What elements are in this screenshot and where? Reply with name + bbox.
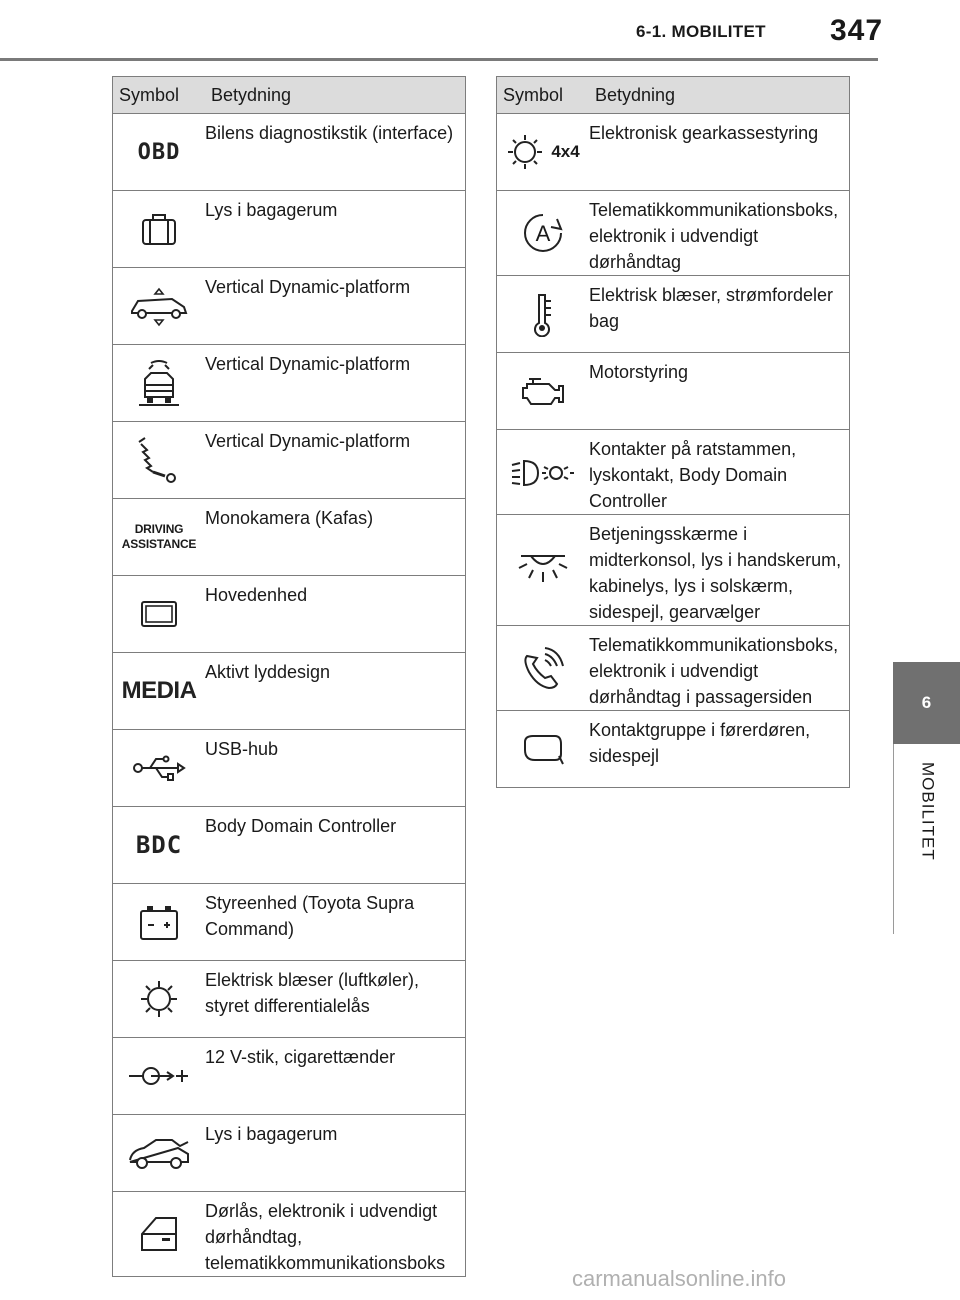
row-meaning: Betjeningsskærme i midterkonsol, lys i handskerum, kabinelys, lys i solskærm, sidespejl, gearvælger — [589, 515, 850, 626]
gear-4x4-label: 4x4 — [551, 142, 580, 161]
table-row — [497, 114, 850, 191]
table-row — [497, 626, 850, 711]
engine-icon — [519, 374, 567, 408]
driving-assistance-icon — [122, 522, 196, 552]
suitcase-icon — [139, 212, 179, 246]
row-meaning: Vertical Dynamic-platform — [205, 422, 466, 499]
table-row — [497, 430, 850, 515]
headlight-icon — [510, 457, 576, 487]
usb-icon — [132, 754, 186, 782]
battery-icon — [138, 902, 180, 942]
media-icon-text: MEDIA — [121, 677, 197, 704]
section-title: 6-1. MOBILITET — [636, 22, 766, 41]
row-meaning: Elektronisk gearkassestyring — [589, 114, 850, 191]
phone-signal-icon — [519, 644, 567, 692]
watermark: carmanualsonline.info — [572, 1266, 787, 1291]
thermometer-icon — [531, 291, 555, 337]
obd-icon — [113, 114, 206, 191]
row-meaning: 12 V-stik, cigarettænder — [205, 1038, 466, 1115]
column-header-symbol: Symbol — [497, 77, 590, 114]
interior-light-icon — [517, 552, 569, 588]
table-row — [497, 711, 850, 788]
table-row — [497, 353, 850, 430]
table-header-row — [497, 77, 850, 114]
table-row — [113, 499, 466, 576]
table-row — [113, 576, 466, 653]
fan-icon — [139, 979, 179, 1019]
row-meaning: Telematikkommunikationsboks, elektronik i udvendigt dørhåndtag i passagersiden — [589, 626, 850, 711]
car-shock-icon — [137, 357, 181, 409]
table-row — [113, 422, 466, 499]
table-row — [113, 1038, 466, 1115]
bdc-icon — [113, 807, 206, 884]
row-meaning: Body Domain Controller — [205, 807, 466, 884]
column-header-meaning: Betydning — [205, 77, 466, 114]
row-meaning: Aktivt lyddesign — [205, 653, 466, 730]
bdc-icon-text: BDC — [135, 831, 183, 859]
vehicle-height-icon — [128, 285, 190, 327]
column-header-meaning: Betydning — [589, 77, 850, 114]
row-meaning: Elektrisk blæser, strømfordeler bag — [589, 276, 850, 353]
table-row — [497, 515, 850, 626]
table-row — [113, 730, 466, 807]
row-meaning: Kontakter på ratstammen, lyskontakt, Body Domain Controller — [589, 430, 850, 515]
row-meaning: Lys i bagagerum — [205, 191, 466, 268]
table-row — [113, 653, 466, 730]
table-row — [113, 884, 466, 961]
gear-4x4-icon — [506, 133, 544, 171]
row-meaning: Vertical Dynamic-platform — [205, 268, 466, 345]
chapter-label-box — [893, 744, 960, 934]
driving-assistance-line1: DRIVING — [134, 522, 184, 536]
spring-icon — [135, 436, 183, 484]
circle-a-icon — [521, 211, 565, 255]
table-row — [113, 1115, 466, 1192]
row-meaning: Bilens diagnostikstik (interface) — [205, 114, 466, 191]
row-meaning: Lys i bagagerum — [205, 1115, 466, 1192]
row-meaning: Elektrisk blæser (luftkøler), styret differentialelås — [205, 961, 466, 1038]
car-trunk-icon — [126, 1134, 192, 1172]
row-meaning: USB-hub — [205, 730, 466, 807]
table-row — [497, 276, 850, 353]
table-row — [113, 1192, 466, 1277]
display-icon — [139, 599, 179, 629]
row-meaning: Dørlås, elektronik i udvendigt dørhåndtag, telematikkommunikationsboks — [205, 1192, 466, 1277]
header-divider — [0, 58, 878, 61]
symbol-table-right — [496, 76, 850, 788]
chapter-label: MOBILITET — [918, 762, 938, 861]
table-row — [113, 114, 466, 191]
row-meaning: Motorstyring — [589, 353, 850, 430]
row-meaning: Vertical Dynamic-platform — [205, 345, 466, 422]
table-row — [113, 345, 466, 422]
obd-icon-text: OBD — [137, 139, 181, 165]
table-header-row — [113, 77, 466, 114]
symbol-table-left — [112, 76, 466, 1277]
row-meaning: Hovedenhed — [205, 576, 466, 653]
table-row — [113, 961, 466, 1038]
table-row — [113, 268, 466, 345]
row-meaning: Monokamera (Kafas) — [205, 499, 466, 576]
row-meaning: Kontaktgruppe i førerdøren, sidespejl — [589, 711, 850, 788]
door-icon — [138, 1214, 180, 1254]
driving-assistance-line2: ASSISTANCE — [121, 537, 197, 551]
mirror-icon — [521, 732, 565, 766]
table-row — [113, 191, 466, 268]
row-meaning: Styreenhed (Toyota Supra Command) — [205, 884, 466, 961]
circle-a-letter: A — [535, 221, 551, 246]
table-row — [497, 191, 850, 276]
chapter-tab[interactable]: 6 — [893, 662, 960, 744]
row-meaning: Telematikkommunikationsboks, elektronik i udvendigt dørhåndtag — [589, 191, 850, 276]
page-number: 347 — [830, 14, 884, 47]
table-row — [113, 807, 466, 884]
socket-icon — [127, 1063, 191, 1089]
column-header-symbol: Symbol — [113, 77, 206, 114]
media-icon — [113, 653, 206, 730]
